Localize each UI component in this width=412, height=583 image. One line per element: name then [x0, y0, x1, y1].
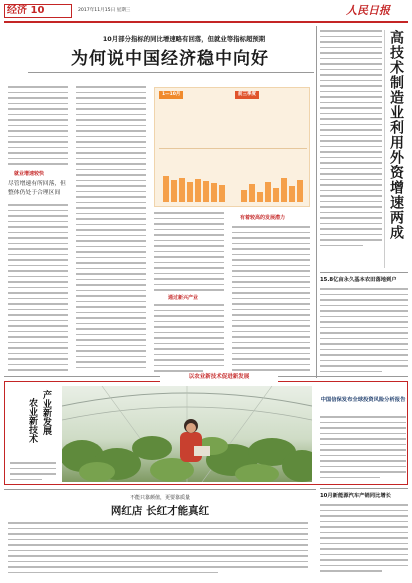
sidebar-item-3-text	[320, 504, 408, 580]
greenhouse-photo	[62, 386, 312, 482]
left-column-text-1	[8, 86, 68, 168]
sidebar-divider	[316, 26, 317, 378]
bar	[265, 182, 271, 202]
bar	[163, 176, 169, 202]
middle-column-text-2	[154, 304, 224, 372]
bottom-article-text	[8, 522, 308, 580]
bar	[179, 178, 185, 202]
left-column-text-2	[8, 204, 68, 372]
sidebar-item-2-head: 中国信保发布全球投资风险分析报告	[320, 397, 406, 403]
sidebar-inner-divider	[384, 30, 385, 268]
third-column-text	[232, 226, 310, 372]
section-label: 经济 10	[7, 5, 45, 16]
bar	[257, 192, 263, 202]
bar	[203, 181, 209, 202]
second-column-text	[76, 86, 146, 372]
bar-chart-left	[161, 168, 227, 202]
sidebar-item-3-head: 10月新能源汽车产销同比增长	[320, 493, 391, 499]
sidebar-item-1-head: 15.8亿亩永久基本农田落地到户	[320, 277, 397, 283]
photo-caption-text	[10, 462, 56, 482]
bar	[273, 188, 279, 202]
sidebar-item-1-text	[320, 288, 408, 372]
bar	[289, 186, 295, 202]
header-rule	[4, 21, 408, 23]
lead-subtitle: 10月部分指标的同比增速略有回落，但就业等指标超预期	[102, 35, 266, 43]
infographic-panel	[154, 87, 310, 207]
bar	[171, 180, 177, 202]
left-pullquote: 尽管增速有所回落，但整体仍处于合理区间	[8, 181, 66, 196]
sidebar-divider-2	[320, 272, 408, 273]
bottom-headline: 网红店 长红才能真红	[110, 505, 210, 517]
bar-chart-right	[239, 168, 305, 202]
bar	[249, 184, 255, 202]
left-subhead: 就业增速较快	[14, 171, 45, 177]
sidebar-item-2-text	[320, 416, 406, 482]
bar	[241, 190, 247, 202]
bottom-subtitle: 不能只靠颜值，更要靠质量	[129, 495, 190, 501]
issue-date: 2017年11月15日 星期三	[78, 8, 131, 13]
bar	[187, 182, 193, 202]
bar	[297, 180, 303, 202]
sidebar-vertical-headline: 高技术制造业利用外资增速两成	[388, 30, 404, 240]
masthead-logo: 人民日报	[346, 4, 390, 17]
bar	[211, 183, 217, 202]
photo-title-1: 产业新发展	[41, 390, 51, 435]
infographic-divider	[159, 148, 307, 149]
photo-caption-tag: 以农业新技术促进新发展	[160, 373, 278, 382]
photo-title-2: 农业新技术	[27, 398, 37, 443]
middle-subhead-2: 有着较高的发展潜力	[240, 215, 286, 221]
bottom-rule	[4, 489, 316, 490]
lead-headline: 为何说中国经济稳中向好	[71, 49, 269, 69]
sidebar-divider-3	[320, 488, 408, 489]
headline-rule	[28, 72, 314, 73]
infographic-tag-2: 前三季度	[235, 91, 259, 99]
bar	[219, 185, 225, 202]
middle-subhead-1: 通过新兴产业	[168, 295, 199, 301]
sidebar-text-1	[320, 30, 382, 270]
bar	[281, 178, 287, 202]
infographic-tag-1: 1—10月	[159, 91, 183, 99]
middle-column-text-1	[154, 212, 224, 292]
bar	[195, 179, 201, 202]
